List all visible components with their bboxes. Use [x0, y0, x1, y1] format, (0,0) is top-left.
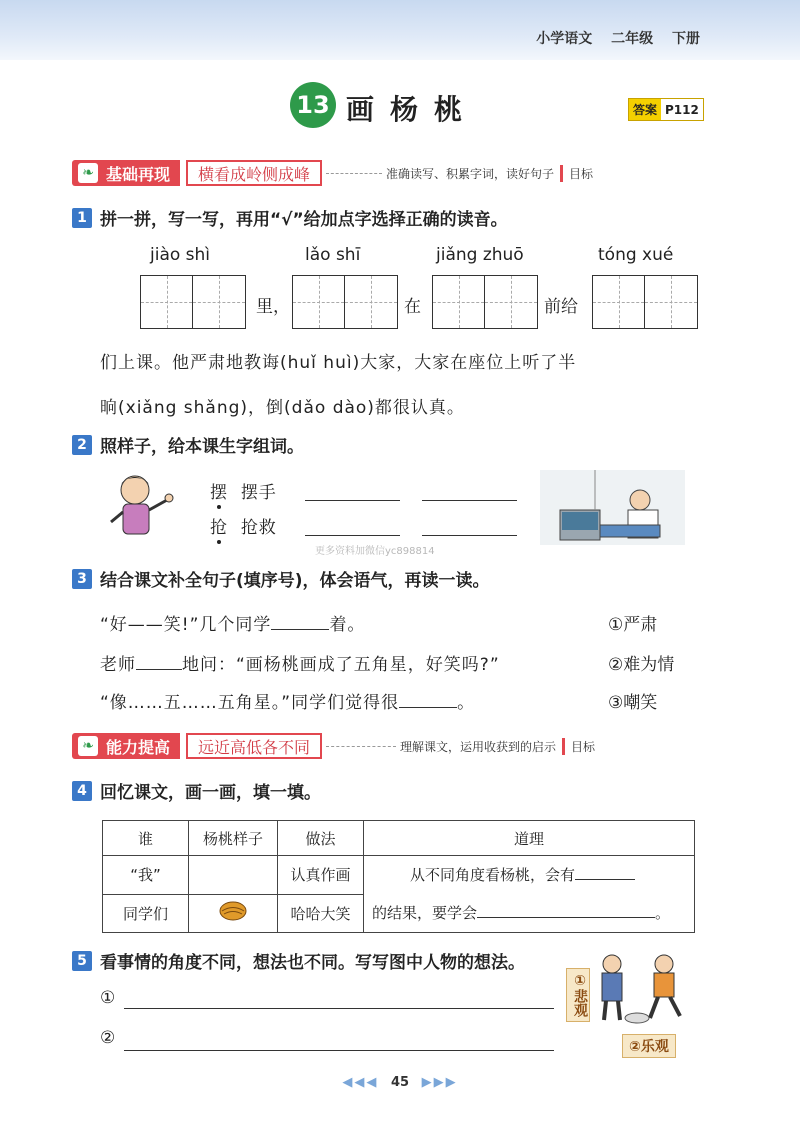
section-ability-subtitle: 远近高低各不同	[186, 733, 322, 759]
section-ability-header	[72, 733, 595, 759]
answer-line-2[interactable]	[124, 1050, 554, 1051]
table-header-row	[103, 821, 695, 856]
sentence-part: “好——笑!”几个同学	[100, 615, 272, 635]
answer-reference[interactable]	[628, 98, 704, 121]
prev-arrows-icon: ◀◀◀	[342, 1075, 379, 1090]
question-number: 4	[72, 781, 92, 801]
table-header: 谁	[103, 821, 189, 856]
volume-label: 下册	[672, 31, 700, 47]
question-number: 2	[72, 435, 92, 455]
pessimist-tag: ①悲观	[566, 968, 590, 1022]
section-basic-header	[72, 160, 593, 186]
answer-blank[interactable]	[422, 535, 517, 536]
grid-connector-3: 前给	[544, 297, 578, 317]
question-text: 看事情的角度不同，想法也不同。写写图中人物的想法。	[100, 953, 525, 973]
recall-table	[102, 820, 695, 933]
table-cell: 哈哈大笑	[278, 894, 364, 933]
watermark-text: 更多资料加微信yc898814	[315, 546, 435, 557]
grid-connector-1: 里，	[256, 297, 290, 317]
q3-sentence-2	[100, 650, 500, 675]
q2-example-2: 抢救	[240, 518, 277, 538]
table-header: 道理	[364, 821, 695, 856]
question-number: 5	[72, 951, 92, 971]
q3-sentence-3	[100, 688, 475, 713]
q2-char-1: 摆	[210, 483, 228, 503]
option-2: ②难为情	[608, 655, 675, 675]
answer-blank[interactable]	[305, 500, 400, 501]
rescue-illustration	[540, 470, 685, 545]
question-1	[72, 205, 508, 230]
sentence-part: “像……五……五角星。”同学们觉得很	[100, 693, 400, 713]
pinyin-4: tóng xué	[598, 245, 674, 265]
page-footer	[0, 1075, 800, 1090]
lesson-title: 画杨桃	[346, 93, 479, 126]
writing-grid-3[interactable]	[432, 275, 538, 329]
reason-end: 。	[655, 904, 671, 922]
reason-text-2: 的结果，要学会	[372, 904, 478, 922]
goal-tag: 目标	[560, 165, 593, 182]
drawing-cell[interactable]	[189, 856, 278, 895]
optimist-tag: ②乐观	[622, 1034, 676, 1058]
goal-tag: 目标	[562, 738, 595, 755]
q2-example-1: 摆手	[240, 483, 277, 503]
pinyin-1: jiào shì	[150, 245, 211, 265]
sentence-part: 。	[457, 693, 476, 713]
answer-line-1[interactable]	[124, 1008, 554, 1009]
question-text: 照样子，给本课生字组词。	[100, 437, 304, 457]
dashed-divider	[326, 746, 396, 747]
section-ability-title-box	[72, 733, 180, 759]
table-cell: “我”	[103, 856, 189, 895]
starfruit-cell	[189, 894, 278, 933]
section-ability-goal: 理解课文，运用收获到的启示	[400, 739, 557, 754]
sentence-part: 地问：“画杨桃画成了五角星，好笑吗?”	[182, 655, 500, 675]
q2-row-1	[210, 478, 277, 503]
q1-text-line-1: 们上课。他严肃地教诲(huǐ huì)大家，大家在座位上听了半	[100, 353, 577, 373]
book-icon: ❧	[78, 163, 98, 183]
writing-grid-4[interactable]	[592, 275, 698, 329]
table-header: 杨桃样子	[189, 821, 278, 856]
sentence-part: 老师	[100, 655, 136, 675]
table-cell: 同学们	[103, 894, 189, 933]
next-arrows-icon: ▶▶▶	[421, 1075, 458, 1090]
answer-blank[interactable]	[477, 917, 655, 918]
option-1: ①严肃	[608, 615, 658, 635]
question-text: 回忆课文，画一画，填一填。	[100, 783, 321, 803]
section-ability-title: 能力提高	[106, 737, 171, 757]
sentence-part: 着。	[329, 615, 366, 635]
option-3: ③嘲笑	[608, 693, 658, 713]
pinyin-2: lǎo shī	[305, 245, 361, 265]
table-header: 做法	[278, 821, 364, 856]
writing-grid-2[interactable]	[292, 275, 398, 329]
question-number: 1	[72, 208, 92, 228]
pinyin-3: jiǎng zhuō	[436, 245, 524, 265]
two-people-illustration	[592, 950, 692, 1030]
writing-grid-1[interactable]	[140, 275, 246, 329]
answer-blank[interactable]	[136, 669, 182, 670]
lesson-number-badge: 13	[290, 82, 336, 128]
answer-page: P112	[665, 103, 699, 117]
question-5	[72, 948, 525, 973]
page-number: 45	[390, 1075, 410, 1090]
section-basic-subtitle: 横看成岭侧成峰	[186, 160, 322, 186]
answer-blank[interactable]	[399, 707, 457, 708]
book-icon: ❧	[78, 736, 98, 756]
book-header	[522, 28, 700, 48]
question-text: 拼一拼，写一写，再用“√”给加点字选择正确的读音。	[100, 210, 508, 230]
q5-label-2: ②	[100, 1028, 117, 1048]
grid-connector-2: 在	[404, 297, 421, 317]
table-cell: 认真作画	[278, 856, 364, 895]
question-4	[72, 778, 321, 803]
question-3	[72, 566, 490, 591]
starfruit-icon	[218, 900, 248, 922]
question-2	[72, 432, 304, 457]
q1-text-line-2: 晌(xiǎng shǎng)，倒(dǎo dào)都很认真。	[100, 398, 465, 418]
q2-row-2	[210, 513, 277, 538]
section-basic-title: 基础再现	[106, 164, 171, 184]
answer-label: 答案	[629, 99, 661, 120]
answer-blank[interactable]	[271, 629, 329, 630]
answer-blank[interactable]	[305, 535, 400, 536]
table-row	[103, 856, 695, 895]
question-text: 结合课文补全句子(填序号)，体会语气，再读一读。	[100, 571, 490, 591]
answer-blank[interactable]	[575, 879, 635, 880]
q3-sentence-1	[100, 610, 365, 635]
reason-cell	[364, 856, 695, 933]
q2-char-2: 抢	[210, 518, 228, 538]
section-basic-goal: 准确读写、积累字词，读好句子	[386, 166, 555, 181]
q5-label-1: ①	[100, 988, 117, 1008]
answer-blank[interactable]	[422, 500, 517, 501]
boy-illustration	[105, 470, 185, 545]
grade-label: 二年级	[611, 31, 654, 47]
subject-label: 小学语文	[536, 31, 593, 47]
dashed-divider	[326, 173, 382, 174]
reason-text-1: 从不同角度看杨桃，会有	[410, 866, 576, 884]
section-basic-title-box	[72, 160, 180, 186]
question-number: 3	[72, 569, 92, 589]
